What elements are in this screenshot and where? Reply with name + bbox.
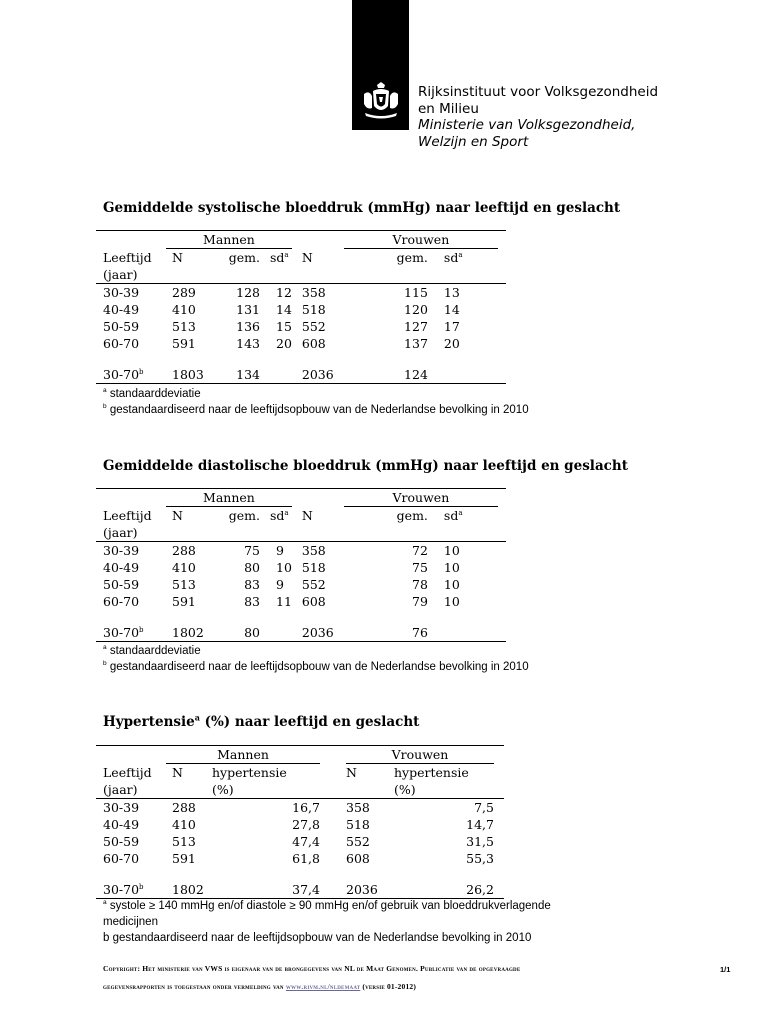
table1-total-row: 30-70$^b$ 1803 134 2036 124 (96, 366, 506, 384)
table2-col-mean-women: gem. (396, 508, 428, 523)
table-row: 50-59 513 136 15 552 127 17 (103, 319, 460, 334)
table1-footnotes: $^a$ standaarddeviatie $^b$ gestandaardiseerd naar de leeftijdsopbouw van de Nederlandse bevolking in 2010 (103, 387, 529, 416)
ministry-line-2: Welzijn en Sport (418, 133, 529, 150)
table3-col-n-women: N (346, 765, 357, 780)
table1-col-mean-men: gem. (228, 250, 260, 265)
table1-col-age: Leeftijd (103, 249, 152, 265)
table3-group-women: Vrouwen (346, 746, 494, 764)
table1-col-n-women: N (301, 249, 313, 265)
table3-col-hyp-unit-men: (%) (212, 781, 320, 799)
page-number: 1/1 (720, 965, 731, 974)
table3-col-age-unit: (jaar) (96, 781, 166, 799)
table1-col-sd-men: $sd^a$ (270, 250, 289, 265)
table-row: 50-59 513 83 9 552 78 10 (103, 577, 460, 592)
table3-col-age: Leeftijd (103, 764, 152, 780)
table3-col-n-men: N (172, 765, 183, 780)
organization-name (418, 84, 658, 150)
table3-group-men: Mannen (166, 746, 320, 764)
table-row: 60-70 591 83 11 608 79 10 (103, 594, 460, 609)
table-row: 30-39 289 128 12 358 115 13 (103, 285, 460, 300)
table3-col-hyp-unit-women: (%) (394, 781, 494, 799)
table2-col-sd-women: $sd^a$ (443, 508, 463, 523)
table2-col-age: Leeftijd (103, 507, 152, 523)
table-row: 60-70 591 61,8 608 55,3 (103, 851, 494, 866)
copyright-notice: Copyright: Het ministerie van VWS is eigenaar van de brongegevens van NL de Maat Genomen. Publicatie van de opgevraagde gegevensrapporten is toegestaan onder vermelding van www.rivm.nl/nldemaat (versie 01-2012) (103, 964, 521, 991)
table-row: 30-39 288 75 9 358 72 10 (103, 543, 460, 558)
table2-total-row: 30-70$^b$ 1802 80 2036 76 (96, 624, 506, 642)
table-row: 40-49 410 27,8 518 14,7 (103, 817, 494, 832)
table2-col-age-unit: (jaar) (96, 524, 166, 542)
table3-footnotes: $^a$ systole ≥ 140 mmHg en/of diastole ≥ 90 mmHg en/of gebruik van bloeddrukverlagende medicijnen b gestandaardiseerd naar de leeftijdsopbouw van de Nederlandse bevolking in 2010 (103, 899, 551, 944)
logo-bar (352, 0, 409, 130)
table1-title: Gemiddelde systolische bloeddruk (mmHg) naar leeftijd en geslacht (103, 200, 621, 216)
royal-crest-icon (361, 82, 401, 120)
table1-col-mean-women: gem. (396, 250, 428, 265)
table2-col-n-women: N (301, 507, 313, 523)
rivm-link[interactable]: www.rivm.nl/nldemaat (285, 982, 361, 991)
table-row: 40-49 410 131 14 518 120 14 (103, 302, 460, 317)
table3-col-hyp-women: hypertensie (394, 765, 469, 780)
table-row: 30-39 288 16,7 358 7,5 (103, 800, 494, 815)
table1-group-women: Vrouwen (344, 231, 498, 249)
table2-col-mean-men: gem. (228, 508, 260, 523)
table3-total-row: 30-70$^b$ 1802 37,4 2036 26,2 (96, 881, 504, 899)
table2-group-women: Vrouwen (344, 489, 498, 507)
table-row: 50-59 513 47,4 552 31,5 (103, 834, 494, 849)
table1-group-men: Mannen (166, 231, 292, 249)
table2-title: Gemiddelde diastolische bloeddruk (mmHg) naar leeftijd en geslacht (103, 458, 628, 474)
table2-diastolic (96, 488, 506, 642)
table1-col-sd-women: $sd^a$ (443, 250, 463, 265)
table2-col-n-men: N (172, 508, 183, 523)
table1-systolic (96, 230, 506, 384)
org-line-1: Rijksinstituut voor Volksgezondheid (418, 84, 659, 100)
table1-col-age-unit: (jaar) (96, 266, 166, 284)
table-row: 60-70 591 143 20 608 137 20 (103, 336, 460, 351)
ministry-line-1: Ministerie van Volksgezondheid, (418, 117, 636, 133)
table2-footnotes: $^a$ standaarddeviatie $^b$ gestandaardiseerd naar de leeftijdsopbouw van de Nederlandse bevolking in 2010 (103, 644, 529, 673)
table-row: 40-49 410 80 10 518 75 10 (103, 560, 460, 575)
table1-col-n-men: N (172, 250, 183, 265)
table3-title: Hypertensie$^a$ (%) naar leeftijd en geslacht (103, 712, 420, 730)
table3-col-hyp-men: hypertensie (212, 765, 287, 780)
table2-group-men: Mannen (166, 489, 292, 507)
table2-col-sd-men: $sd^a$ (270, 508, 289, 523)
org-line-2: en Milieu (418, 100, 479, 117)
table3-hypertension (96, 745, 504, 899)
